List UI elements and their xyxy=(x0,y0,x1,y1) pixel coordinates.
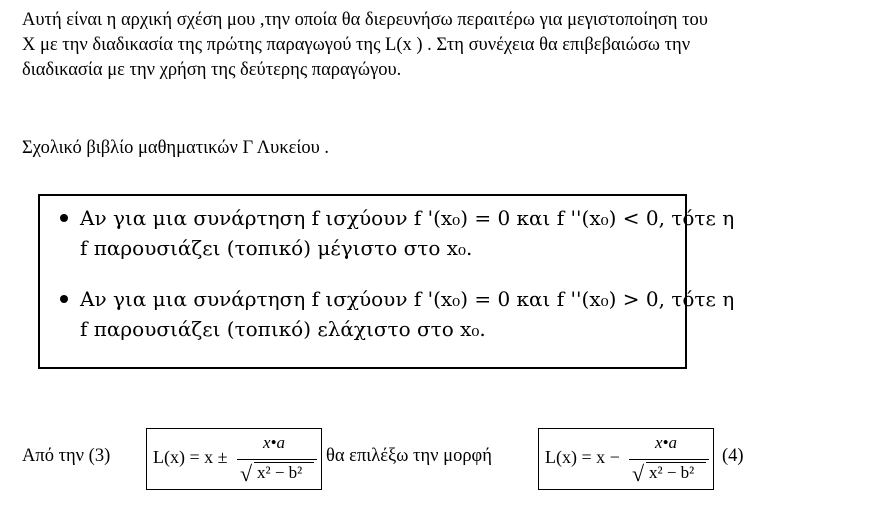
intro-line-1: Αυτή είναι η αρχική σχέση μου ,την οποία θα διερευνήσω περαιτέρω για μεγιστοποίηση του xyxy=(22,10,708,30)
theorem-box xyxy=(38,194,735,369)
sqrt-icon: √ xyxy=(632,461,645,486)
bullet-2-line-1: Αν για μια συνάρτηση f ισχύουν f '(x₀) = 0 και f ''(x₀) > 0, τότε η xyxy=(80,287,735,311)
formula-prefix: Από την (3) xyxy=(22,446,111,466)
book-reference: Σχολικό βιβλίο μαθηματικών Γ Λυκείου . xyxy=(22,138,330,158)
formula-box-2 xyxy=(538,428,714,490)
equation-number: (4) xyxy=(722,446,744,466)
theorem-bullet-maximum xyxy=(60,203,734,263)
sqrt-icon: √ xyxy=(240,461,253,486)
formula-1-denominator: x² − b² xyxy=(257,463,303,482)
formula-2-lhs: L(x) = x − xyxy=(545,447,620,467)
intro-line-3: διαδικασία με την χρήση της δεύτερης παραγώγου. xyxy=(22,60,402,80)
fraction-bar xyxy=(237,459,317,460)
formula-2-numerator: x•a xyxy=(655,433,677,452)
intro-line-2: Χ με την διαδικασία της πρώτης παραγωγού της L(x ) . Στη συνέχεια θα επιβεβαιώσω την xyxy=(22,35,691,55)
fraction-bar xyxy=(629,459,709,460)
formula-1-numerator: x•a xyxy=(263,433,285,452)
formula-middle-text: θα επιλέξω την μορφή xyxy=(326,446,492,466)
theorem-bullet-minimum xyxy=(60,284,734,344)
bullet-1-line-1: Αν για μια συνάρτηση f ισχύουν f '(x₀) = 0 και f ''(x₀) < 0, τότε η xyxy=(80,206,735,230)
bullet-1-line-2: f παρουσιάζει (τοπικό) μέγιστο στο x₀. xyxy=(80,236,473,260)
formula-box-1 xyxy=(146,428,322,490)
bullet-dot xyxy=(60,295,68,303)
intro-paragraph xyxy=(22,8,872,83)
formula-1-lhs: L(x) = x ± xyxy=(153,447,228,467)
formula-2-denominator: x² − b² xyxy=(649,463,695,482)
bullet-2-line-2: f παρουσιάζει (τοπικό) ελάχιστο στο x₀. xyxy=(80,317,486,341)
bullet-dot xyxy=(60,214,68,222)
